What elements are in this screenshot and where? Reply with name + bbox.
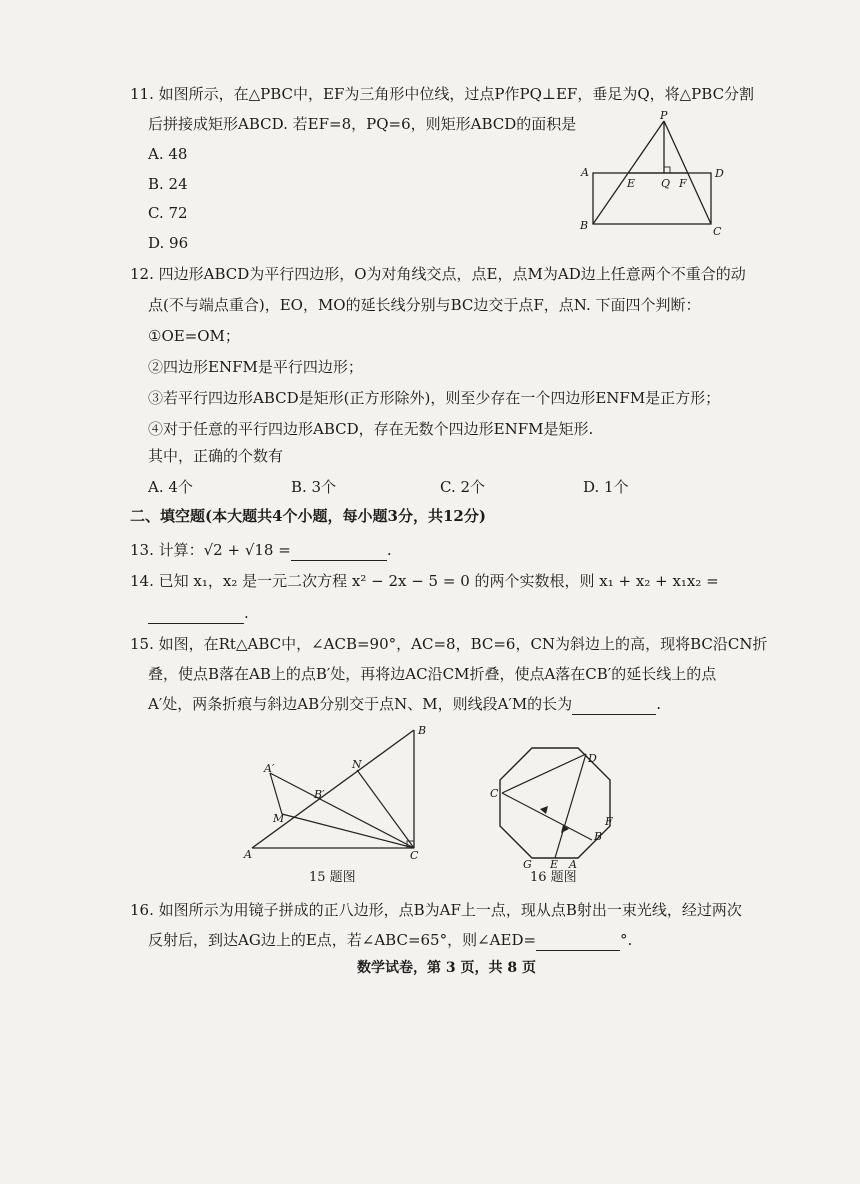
label-e: E [550,858,559,871]
q12-item-3: ③若平行四边形ABCD是矩形(正方形除外)，则至少存在一个四边形ENFM是正方形； [148,389,721,407]
label-f: F [605,815,613,828]
label-d: D [715,167,724,180]
label-e: E [627,177,636,190]
label-n: N [352,758,362,771]
label-b: B [418,724,427,737]
ray-de [555,754,586,858]
q16-line1: 16. 如图所示为用镜子拼成的正八边形，点B为AF上一点，现从点B射出一束光线，经过两次 [130,901,742,919]
q12-question: 其中，正确的个数有 [148,447,284,465]
line-cn [357,770,414,848]
label-b-prime: B′ [314,788,325,801]
section-2-title: 二、填空题(本大题共4个小题，每小题3分，共12分) [130,507,486,525]
q11-line2: 后拼接成矩形ABCD. 若EF=8，PQ=6，则矩形ABCD的面积是 [148,115,577,133]
q14-line1: 14. 已知 x₁，x₂ 是一元二次方程 x² − 2x − 5 = 0 的两个实数根，则 x₁ + x₂ + x₁x₂ = [130,572,719,590]
label-a: A [581,166,589,179]
line-cm [282,814,414,848]
label-g: G [523,858,532,871]
label-m: M [273,812,285,825]
label-p: P [660,109,668,122]
q16-end: °. [620,931,633,949]
q15-line1: 15. 如图，在Rt△ABC中，∠ACB=90°，AC=8，BC=6，CN为斜边上的高，现将BC沿CN折 [130,635,768,653]
q12-item-1: ①OE=OM； [148,327,240,345]
label-a: A [569,858,577,871]
q11-option-c: C. 72 [148,204,188,222]
q16-answer-blank [536,930,620,951]
page-footer: 数学试卷，第 3 页，共 8 页 [357,960,536,976]
label-c: C [410,849,419,862]
q12-line1: 12. 四边形ABCD为平行四边形，O为对角线交点，点E，点M为AD边上任意两个不重合的动 [130,265,746,283]
q13-answer-blank [291,540,387,561]
q12-option-a: A. 4个 [148,478,193,496]
label-a-prime: A′ [264,762,275,775]
q16-prompt: 反射后，到达AG边上的E点，若∠ABC=65°，则∠AED= [148,931,537,949]
label-c: C [713,225,722,238]
q12-line2: 点(不与端点重合)，EO，MO的延长线分别与BC边交于点F，点N. 下面四个判断： [148,296,701,314]
q13-text [130,540,392,561]
q11-option-a: A. 48 [148,145,188,163]
q12-item-2: ②四边形ENFM是平行四边形； [148,358,363,376]
q11-figure [575,105,735,240]
q12-option-d: D. 1个 [583,478,629,496]
label-q: Q [661,177,671,190]
line-ab [252,730,414,848]
q15-line3 [148,694,661,715]
q12-option-c: C. 2个 [440,478,486,496]
q16-line2 [148,930,632,951]
q15-figure [240,720,440,865]
q15-prompt: A′处，两条折痕与斜边AB分别交于点N、M，则线段A′M的长为 [148,695,573,713]
label-b: B [594,830,603,843]
q13-end: . [386,541,392,559]
q11-option-d: D. 96 [148,234,189,252]
q15-caption: 15 题图 [309,870,356,885]
q11-option-b: B. 24 [148,175,188,193]
right-angle-q [664,167,670,173]
line-ca-prime [270,773,414,848]
q15-answer-blank [572,694,656,715]
line-a-prime-m [270,773,282,814]
q16-figure [488,740,623,872]
label-d: D [588,752,597,765]
label-a: A [244,848,252,861]
label-b: B [580,219,589,232]
q12-item-4: ④对于任意的平行四边形ABCD，存在无数个四边形ENFM是矩形. [148,420,594,438]
q13-prompt: 13. 计算：√2 + √18 = [130,541,291,559]
q15-end: . [656,695,661,713]
q16-caption: 16 题图 [530,870,577,885]
label-f: F [679,177,687,190]
q12-option-b: B. 3个 [291,478,337,496]
ray-bc [502,793,592,840]
q15-line2: 叠，使点B落在AB上的点B′处，再将边AC沿CM折叠，使点A落在CB′的延长线上的点 [148,665,717,683]
ray-cd [502,754,586,793]
q14-line2 [148,603,249,624]
q11-line1: 11. 如图所示，在△PBC中，EF为三角形中位线，过点P作PQ⊥EF，垂足为Q，将△PBC分割 [130,85,755,103]
label-c: C [490,787,499,800]
q14-end: . [244,604,249,622]
q14-answer-blank [148,603,244,624]
